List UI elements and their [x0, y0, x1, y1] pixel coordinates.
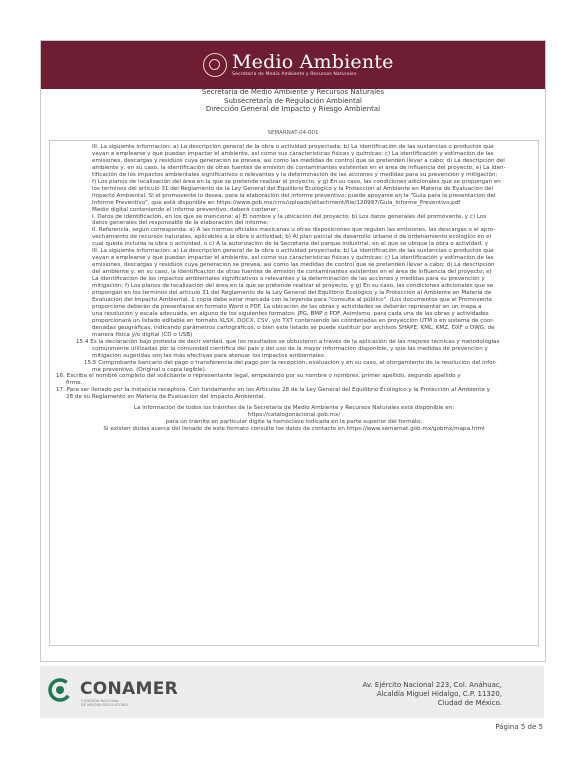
- address-line: Ciudad de México.: [437, 699, 502, 707]
- text-line: mitigación sugeridas son las más efectivas para atenuar los impactos ambientales.: [92, 352, 326, 359]
- text-line: f) Los planos de localización del área en la que se pretende realizar el proyecto, y g) En su caso, las condiciones adicionales que se propongan en: [92, 178, 501, 185]
- text-line: 28 de su Reglamento en Materia de Evaluación del Impacto Ambiental.: [66, 394, 266, 401]
- text-line: 17. Para ser llenado por la instancia receptora. Con fundamento en los Artículos 28 de la Ley General del Equilibrio Ecológico y la Protección al Ambiente y: [56, 387, 491, 394]
- text-line: tificación de los impactos ambientales significativos o relevantes y la determinación de las acciones y medidas para su prevención y mitigación;: [92, 171, 498, 178]
- text-line: manera física y/o digital (CD o USB): [92, 331, 193, 338]
- text-line: II. Referencia, según corresponda: a) A las normas oficiales mexicanas u otras disposiciones que regulen las emisiones, las descargas o el apro-: [92, 227, 496, 234]
- form-code: SEMARNAT-04-001: [267, 130, 319, 136]
- instructions-box: [49, 140, 539, 646]
- agency-line: Subsecretaría de Regulación Ambiental: [224, 96, 362, 105]
- text-line: los términos del artículo 31 del Reglamento de la Ley General del Equilibrio Ecológico y la Protección al Ambiente en Materia de Evaluación del: [92, 185, 494, 192]
- text-line: mitigación; f) Los planos de localización del área en la que se pretende realizar el proyecto, y g) En su caso, las condiciones adicionales que se: [92, 283, 494, 290]
- text-line: La identificación de los impactos ambientales significativos o relevantes y la determinación de las acciones y medidas para su prevención y: [92, 276, 485, 283]
- government-seal-icon: [203, 53, 227, 77]
- text-line: Medio digital conteniendo el informe preventivo, deberá contener:: [92, 206, 279, 213]
- agency-heading: [41, 88, 545, 114]
- text-line: vayan a emplearse y que puedan impactar el ambiente, así como sus características físicas y químicas; c) La identificación y estimación de las: [92, 255, 494, 262]
- text-line: III. La siguiente información: a) La descripción general de la obra o actividad proyectada; b) La identificación de las sustancias o productos que: [92, 248, 494, 255]
- agency-line: Secretaría de Medio Ambiente y Recursos Naturales: [201, 88, 385, 96]
- text-line: cual queda incluida la obra o actividad, o c) A la autorización de la Secretaría del parque industrial, en el que se ubique la obra o actividad, y: [92, 241, 488, 248]
- catalog-link[interactable]: https://catalogonacional.gob.mx/: [247, 412, 341, 419]
- brand-subtitle: Secretaría de Medio Ambiente y Recursos Naturales: [232, 72, 357, 77]
- text-line: me preventivo. (Original o copia legible).: [92, 366, 207, 373]
- footer-address: [363, 681, 503, 708]
- text-line: datos generales del responsable de la elaboración del informe;: [92, 220, 269, 227]
- address-line: Alcaldía Miguel Hidalgo, C.P. 11320,: [376, 690, 502, 698]
- text-line: emisiones, descargas y residuos cuya generación se prevea, así como las medidas de control que se pretenden llevar a cabo; d) La descripción del: [92, 157, 505, 164]
- footer: [40, 666, 544, 718]
- text-line: proporcione deberán de presentarse en formato Word o PDF. La ubicación de las obras y actividades se deberán representar en un mapa a: [92, 303, 482, 310]
- text-line: una resolución y escala adecuada, en alguno de los siguientes formatos: JPG, BMP o PDF. Asimismo, para cada una de las obras y actividades: [92, 310, 489, 317]
- text-line: Evaluación del Impacto Ambiental. 1 copia debe estar marcada con la leyenda para "consulta al público". (Los documentos que el Promovente: [92, 296, 493, 303]
- text-line: proporcionará un listado editable en formato XLSX, DOCX, CSV, y/o TXT conteniendo las coordenadas en proyección UTM o en sistema de coor-: [92, 317, 495, 324]
- text-line: denadas geográficas, indicando parámetros cartográficos, o bien este listado se puede sustituir por archivos SHAPE, KML, KMZ, DXF o DWG, de: [92, 324, 495, 331]
- address-line: Av. Ejército Nacional 223, Col. Anáhuac,: [362, 681, 502, 689]
- instructions-text: [54, 144, 534, 433]
- text-line: III. La siguiente información: a) La descripción general de la obra o actividad proyectada; b) La identificación de las sustancias o productos que: [92, 144, 494, 150]
- text-line: Informe Preventivo", que está disponible en https://www.gob.mx/cms/uploads/attachment/file/120997/Guia_Informe_Preventivo.pdf: [92, 199, 461, 206]
- text-line: del ambiente y, en su caso, la identificación de otras fuentes de emisión de contaminantes existentes en el área de influencia del proyecto; e): [92, 269, 492, 276]
- conamer-subtitle: COMISIÓN NACIONAL DE MEJORA REGULATORIA: [81, 699, 128, 708]
- text-line: vechamiento de recursos naturales, aplicables a la obra o actividad; b) Al plan parcial de desarrollo urbano o de ordenamiento ecológico en el: [92, 234, 492, 241]
- text-line: 15.5 Comprobante bancario del pago o transferencia del pago por la recepción, evaluación y en su caso, el otorgamiento de la resolución del infor-: [84, 359, 497, 366]
- conamer-name: CONAMER: [80, 679, 179, 699]
- brand-title: Medio Ambiente: [232, 51, 394, 73]
- header-banner: [41, 41, 545, 89]
- text-line: 15.4 Es la declaración bajo protesta de decir verdad, que los resultados se obtuvieron a través de la aplicación de las mejores técnicas y metodologías: [76, 338, 500, 345]
- contact-line: Si existen dudas acerca del llenado de este formato consulte los datos de contacto en https://www.semarnat.gob.mx/gobmx/mapa.html: [103, 426, 485, 433]
- text-line: firme.: [66, 380, 83, 387]
- conamer-logo-icon: [48, 678, 72, 702]
- text-line: propongan en los términos del artículo 31 del Reglamento de la Ley General del Equilibrio Ecológico y la Protección al Ambiente en Materia de: [92, 290, 492, 297]
- text-line: vayan a emplearse y que puedan impactar el ambiente, así como sus características físicas y químicas; c) La identificación y estimación de las: [92, 150, 494, 157]
- text-line: Impacto Ambiental. Si el promovente lo desea, para la elaboración del informe preventivo, puede apoyarse en la "Guía para la presentación del: [92, 192, 496, 199]
- page-number: Página 5 de 5: [495, 723, 543, 731]
- text-line: para un trámite en particular digite la homoclave indicada en la parte superior del formato.: [165, 419, 423, 426]
- text-line: emisiones, descargas y residuos cuya generación se prevea, así como las medidas de control que se pretenden llevar a cabo; d) La descripción: [92, 262, 495, 269]
- agency-line: Dirección General de Impacto y Riesgo Ambiental: [205, 105, 381, 114]
- medio-ambiente-logo: [203, 52, 394, 78]
- text-line: La información de todos los trámites de la Secretaría de Medio Ambiente y Recursos Naturales está disponible en:: [133, 405, 455, 412]
- text-line: comúnmente utilizadas por la comunidad científica del país y del uso de la mayor información disponible, y que las medidas de prevención y: [92, 345, 488, 352]
- text-line: I. Datos de identificación, en los que se mencione: a) El nombre y la ubicación del proyecto; b) Los datos generales del promovente, y c) Los: [92, 213, 487, 220]
- text-line: ambiente y, en su caso, la identificación de otras fuentes de emisión de contaminantes existentes en el área de influencia del proyecto; e) La iden-: [92, 164, 506, 171]
- text-line: 16. Escriba el nombre completo del solicitante o representante legal, empezando por su nombre o nombres, primer apellido, segundo apellido y: [56, 373, 461, 380]
- form-page: [40, 40, 546, 662]
